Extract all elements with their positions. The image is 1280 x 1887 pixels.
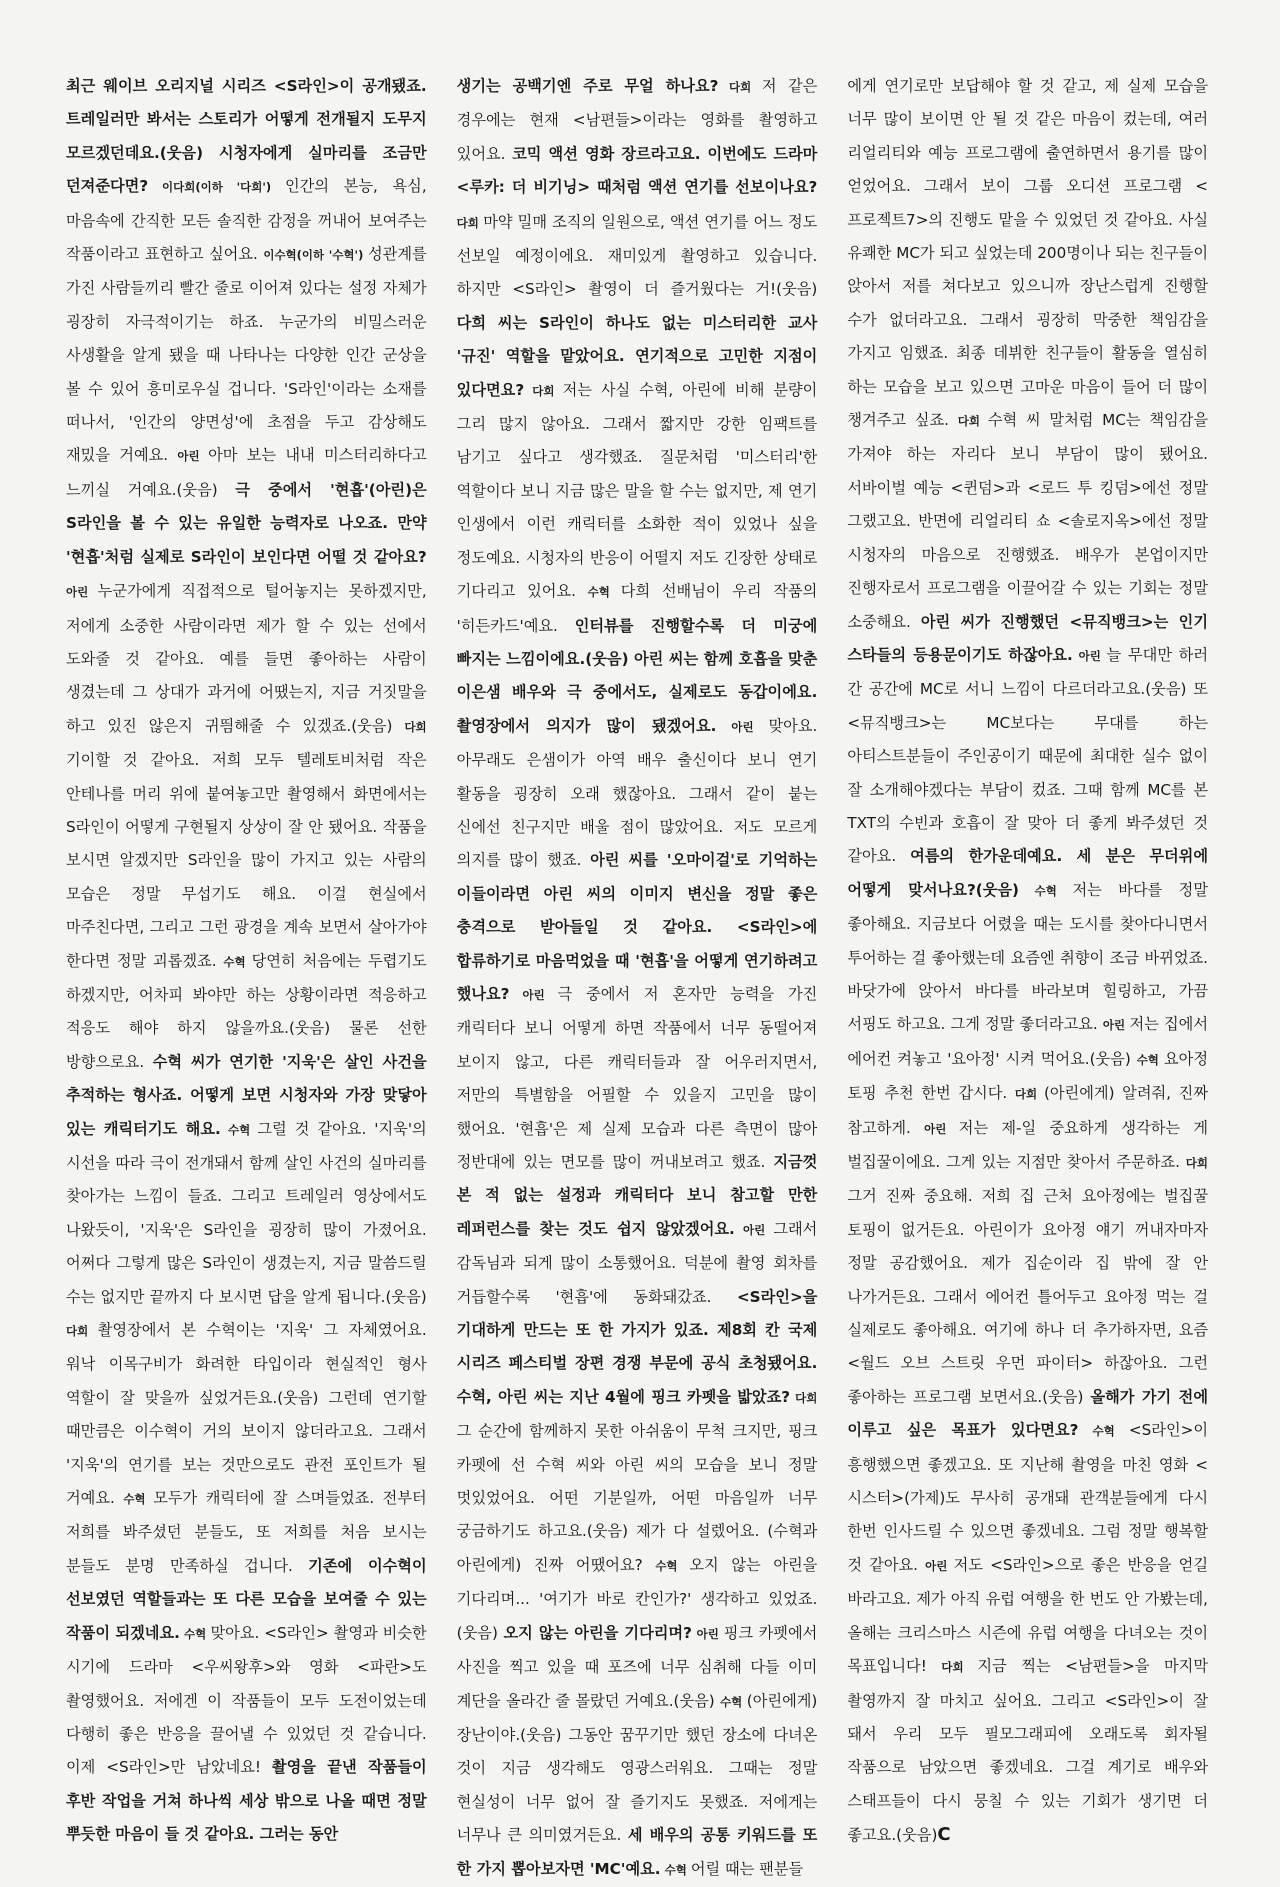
interview-answer: 오지 않는 아린을 기다리며... '여기가 바로 칸인가?' 생각하고 있었죠.(웃음) — [456, 1555, 818, 1642]
interview-question: 세 배우의 공통 키워드를 또 한 가지 뽑아보자면 'MC'예요. — [456, 1826, 818, 1878]
speaker-label: 수혁 — [1136, 1052, 1164, 1067]
interview-answer: 저 같은 경우에는 현재 <남편들>이라는 영화를 촬영하고 있어요. — [456, 77, 818, 163]
speaker-label: 수혁 — [720, 1694, 747, 1709]
speaker-label: 아린 — [1102, 1018, 1130, 1033]
speaker-label: 수혁 — [660, 1862, 691, 1877]
interview-answer: 수혁 씨 말처럼 MC는 책임감을 가져야 하는 자리다 보니 부담이 많이 됐어요. 서바이벌 예능 <퀸덤>과 <로드 투 킹덤>에선 정말 그랬고요. 반면에 리얼리티 쇼 <솔로지옥>에선 정말 시청자의 마음으로 진행했죠. 배우가 본업이지만 진행자로서 프로그램을 이끌어갈 수 있는 기회는 정말 소중해요. — [847, 411, 1209, 631]
interview-answer: 아마 보는 내내 미스터리하다고 느끼실 거예요.(웃음) — [66, 446, 427, 499]
interview-answer: 당연히 처음에는 두렵기도 하겠지만, 어차피 봐야만 하는 상황이라면 적응하고 적응도 해야 하지 않을까요.(웃음) 물론 선한 방향으로요. — [66, 951, 427, 1071]
interview-question: 코믹 액션 영화 장르라고요. 이번에도 드라마 <루카: 더 비기닝> 때처럼 액션 연기를 선보이나요? — [456, 144, 818, 197]
interview-answer: 맞아요. <S라인> 촬영과 비슷한 시기에 드라마 <우씨왕후>와 영화 <파란>도 촬영했어요. 저에겐 이 작품들이 모두 도전이었는데 다행히 좋은 반응을 끌어낼 수 있었던 것 같습니다. 이제 <S라인>만 남았네요! — [66, 1623, 427, 1777]
interview-answer: 지금 찍는 <남편들>을 마지막 촬영까지 잘 마치고 싶어요. 그리고 <S라인>이 잘 돼서 우리 모두 필모그래피에 오래도록 회자될 작품으로 남았으면 좋겠네요. 그걸 계기로 배우와 스태프들이 다시 뭉칠 수 있는 기회가 생기면 더 좋고요.(웃음) — [847, 1657, 1209, 1845]
speaker-label: 다희 — [404, 719, 427, 734]
speaker-label: 다희 — [1185, 1156, 1209, 1170]
speaker-label: 수혁 — [587, 585, 621, 600]
end-mark: C — [937, 1824, 951, 1846]
interview-answer: <S라인>이 흥행했으면 좋겠고요. 또 지난해 촬영을 마친 영화 <시스터>(가제)도 무사히 공개돼 관객분들에게 다시 한번 인사드릴 수 있으면 좋겠네요. 그럼 정말 행복할 것 같아요. — [847, 1421, 1209, 1574]
interview-answer: 모두가 캐릭터에 잘 스며들었죠. 전부터 저희를 봐주셨던 분들도, 또 저희를 처음 보시는 분들도 분명 만족하실 겁니다. — [66, 1489, 427, 1575]
speaker-label: 다희 — [66, 1324, 98, 1339]
interview-question: 여름의 한가운데예요. 세 분은 무더위에 어떻게 맞서나요?(웃음) — [847, 847, 1208, 899]
article-column-1 — [66, 70, 427, 1844]
interview-answer: 다희 선배님이 우리 작품의 '히든카드'예요. — [456, 582, 818, 635]
interview-question: 인터뷰를 진행할수록 더 미궁에 빠지는 느낌이에요.(웃음) 아린 씨는 함께 호흡을 맞춘 이은샘 배우와 극 중에서도, 실제로도 동갑이에요. 촬영장에서 의지가 많이 됐겠어요. — [456, 616, 818, 735]
speaker-label: 이다희(이하 '다희') — [148, 180, 285, 195]
interview-question: 아린 씨가 진행했던 <뮤직뱅크>는 인기 스타들의 등용문이기도 하잖아요. — [847, 612, 1209, 664]
speaker-label: 다희 — [941, 1660, 978, 1675]
interview-question: 기존에 이수혁이 선보였던 역할들과는 또 다른 모습을 보여줄 수 있는 작품이 되겠네요. — [66, 1556, 427, 1642]
speaker-label: 수혁 — [1078, 1424, 1129, 1439]
speaker-label: 수혁 — [655, 1558, 690, 1573]
speaker-label: 다희 — [524, 383, 563, 398]
interview-answer: 인간의 본능, 욕심, 마음속에 간직한 모든 솔직한 감정을 꺼내어 보여주는 작품이라고 표현하고 싶어요. — [66, 177, 427, 264]
interview-answer: 저는 사실 수혁, 아린에 비해 분량이 그리 많지 않아요. 그래서 짧지만 강한 임팩트를 남기고 싶다고 생각했죠. 질문처럼 '미스터리'한 역할이다 보니 지금 많은 말을 할 수는 없지만, 제 연기 인생에서 이런 캐릭터를 소화한 적이 있었나 싶을 정도예요. 시청자의 반응이 어떨지 저도 긴장한 상태로 기다리고 있어요. — [456, 380, 818, 601]
speaker-label: 수혁 — [220, 1122, 258, 1137]
interview-answer: 저는 제-일 중요하게 생각하는 게 벌집꿀이에요. 그게 있는 지점만 찾아서 주문하죠. — [847, 1118, 1209, 1171]
speaker-label: 아린 — [716, 719, 769, 734]
interview-answer: 기이할 것 같아요. 저희 모두 텔레토비처럼 작은 안테나를 머리 위에 붙여놓고만 촬영해서 화면에서는 S라인이 어떻게 구현될지 상상이 잘 안 됐어요. 작품을 보시면 알겠지만 S라인을 많이 가지고 있는 사람의 모습은 정말 무섭기도 해요. 이걸 현실에서 마주친다면, 그리고 그런 광경을 계속 보면서 살아가야 한다면 정말 괴롭겠죠. — [66, 751, 427, 970]
interview-answer: 그거 진짜 중요해. 저희 집 근처 요아정에는 벌집꿀 토핑이 없거든요. 아린이가 요아정 얘기 꺼내자마자 정말 공감했어요. 제가 집순이라 집 밖에 잘 안 나가거든요. 그래서 에어컨 틀어두고 요아정 먹는 걸 실제로도 좋아해요. 여기에 하나 더 추가하자면, 요즘 <월드 오브 스트릿 우먼 파이터> 하잖아요. 그런 좋아하는 프로그램 보면서요.(웃음) — [847, 1187, 1209, 1406]
speaker-label: 다희 — [718, 80, 762, 94]
article-body — [66, 70, 1209, 1878]
interview-answer: 맞아요. 아무래도 은샘이가 아역 배우 출신이다 보니 연기 활동을 굉장히 오래 했잖아요. 그래서 같이 붙는 신에선 친구지만 배울 점이 많았어요. 저도 모르게 의지를 많이 했죠. — [456, 716, 818, 870]
interview-question: 최근 웨이브 오리지널 시리즈 <S라인>이 공개됐죠. 트레일러만 봐서는 스토리가 어떻게 전개될지 도무지 모르겠던데요.(웃음) 시청자에게 실마리를 조금만 던져준다면? — [66, 77, 427, 196]
speaker-label: 아린 — [1072, 648, 1107, 663]
interview-question: 올해가 가기 전에 이루고 싶은 목표가 있다면요? — [847, 1387, 1209, 1440]
interview-answer: 핑크 카펫에서 사진을 찍고 있을 때 포즈에 너무 심취해 다들 이미 계단을 올라간 줄 몰랐던 거예요.(웃음) — [456, 1623, 818, 1710]
speaker-label: 아린 — [66, 585, 98, 600]
article-column-2 — [456, 70, 818, 1878]
interview-answer: 요아정 토핑 추천 한번 갑시다. — [847, 1049, 1209, 1103]
interview-question: 오지 않는 아린을 기다리며? — [503, 1623, 692, 1642]
interview-answer: (아린에게) 알려줘, 진짜 참고하게. — [847, 1084, 1209, 1137]
speaker-label: 아린 — [691, 1626, 724, 1641]
interview-question: 촬영을 끝낸 작품들이 후반 작업을 거쳐 하나씩 세상 밖으로 나올 때면 정말 뿌듯한 마음이 들 것 같아요. 그러는 동안 — [66, 1758, 427, 1844]
interview-answer: 에게 연기로만 보답해야 할 것 같고, 제 실제 모습을 너무 많이 보이면 안 될 것 같은 마음이 컸는데, 여러 리얼리티와 예능 프로그램에 출연하면서 용기를 많이 얻었어요. 그래서 보이 그룹 오디션 프로그램 <프로젝트7>의 진행도 맡을 수 있었던 것 같아요. 사실 유쾌한 MC가 되고 싶었는데 200명이나 되는 친구들이 앉아서 저를 쳐다보고 있으니까 장난스럽게 진행할 수가 없더라고요. 그래서 굉장히 막중한 책임감을 가지고 임했죠. 최종 데뷔한 친구들이 활동을 열심히 하는 모습을 보고 있으면 고마운 마음이 들어 더 많이 챙겨주고 싶죠. — [847, 77, 1209, 430]
interview-answer: 촬영장에서 본 수혁이는 '지욱' 그 자체였어요. 워낙 이목구비가 화려한 타입이라 현실적인 형사 역할이 잘 맞을까 싶었거든요.(웃음) 그런데 연기할 때만큼은 이수혁이 거의 보이지 않더라고요. 그래서 '지욱'의 연기를 보는 것만으로도 관전 포인트가 될 거예요. — [66, 1321, 427, 1508]
interview-question: 아린 씨를 '오마이걸'로 기억하는 이들이라면 아린 씨의 이미지 변신을 정말 좋은 충격으로 받아들일 것 같아요. <S라인>에 합류하기로 마음먹었을 때 '현흡'을 어떻게 연기하려고 했나요? — [456, 851, 818, 1003]
speaker-label: 다희 — [1014, 1087, 1044, 1102]
interview-question: <S라인>을 기대하게 만드는 또 한 가지가 있죠. 제8회 칸 국제 시리즈 페스티벌 장편 경쟁 부문에 공식 초청됐어요. 수혁, 아린 씨는 지난 4월에 핑크 카펫을 밟았죠? — [456, 1287, 818, 1406]
article-column-3 — [847, 70, 1209, 1846]
interview-answer: 어릴 때는 팬분들 — [690, 1859, 804, 1878]
interview-question: 수혁 씨가 연기한 '지욱'은 살인 사건을 추적하는 형사죠. 어떻게 보면 시청자와 가장 맞닿아 있는 캐릭터기도 해요. — [66, 1052, 427, 1138]
interview-answer: 저는 바다를 정말 좋아해요. 지금보다 어렸을 때는 도시를 찾아다니면서 투어하는 걸 좋아했는데 요즘엔 취향이 조금 바뀌었죠. 바닷가에 앉아서 바다를 바라보며 힐링하고, 가끔 서핑도 하고요. 그게 정말 좋더라고요. — [847, 880, 1209, 1034]
interview-answer: 마약 밀매 조직의 일원으로, 액션 연기를 어느 정도 선보일 예정이에요. 재미있게 촬영하고 있습니다. 하지만 <S라인> 촬영이 더 즐거웠다는 거!(웃음) — [456, 212, 818, 299]
interview-question: 다희 씨는 S라인이 하나도 없는 미스터리한 교사 '규진' 역할을 맡았어요. 연기적으로 고민한 지점이 있다면요? — [456, 313, 818, 399]
interview-answer: 저는 집에서 에어컨 켜놓고 '요아정' 시켜 먹어요.(웃음) — [847, 1015, 1208, 1068]
interview-answer: 그 순간에 함께하지 못한 아쉬움이 무척 크지만, 핑크 카펫에 선 수혁 씨와 아린 씨의 모습을 보니 정말 멋있었어요. 어떤 기분일까, 어떤 마음일까 너무 궁금하기도 하고요.(웃음) 제가 다 설렜어요. (수혁과 아린에게) 진짜 어땠어요? — [456, 1422, 818, 1574]
speaker-label: 아린 — [925, 1558, 954, 1573]
interview-answer: 그래서 감독님과 되게 많이 소통했어요. 덕분에 촬영 회차를 거듭할수록 '현흡'에 동화돼갔죠. — [456, 1219, 818, 1306]
speaker-label: 수혁 — [179, 1626, 211, 1641]
interview-answer: 그럴 것 같아요. '지욱'의 시선을 따라 극이 전개돼서 함께 살인 사건의 실마리를 찾아가는 느낌이 들죠. 그리고 트레일러 영상에서도 나왔듯이, '지욱'은 S라인을 굉장히 많이 가졌어요. 어쩌다 그렇게 많은 S라인이 생겼는지, 지금 말씀드릴 수는 없지만 끝까지 다 보시면 답을 알게 됩니다.(웃음) — [66, 1119, 427, 1306]
speaker-label: 아린 — [509, 987, 558, 1002]
interview-question: 생기는 공백기엔 주로 무얼 하나요? — [456, 77, 719, 95]
interview-answer: 성관계를 가진 사람들끼리 빨간 줄로 이어져 있다는 설정 자체가 굉장히 자극적이기는 하죠. 누군가의 비밀스러운 사생활을 알게 됐을 때 나타나는 다양한 인간 군상을 볼 수 있어 흥미로우실 겁니다. 'S라인'이라는 소재를 떠나서, '인간의 양면성'에 초점을 두고 감상해도 재밌을 거예요. — [66, 245, 427, 465]
speaker-label: 수혁 — [123, 1492, 154, 1507]
interview-answer: 누군가에게 직접적으로 털어놓지는 못하겠지만, 저에게 소중한 사람이라면 제가 할 수 있는 선에서 도와줄 것 같아요. 예를 들면 좋아하는 사람이 생겼는데 그 상대가 과거에 어땠는지, 지금 거짓말을 하고 있진 않은지 귀띔해줄 수 있겠죠.(웃음) — [66, 582, 427, 735]
speaker-label: 수혁 — [1018, 883, 1073, 898]
interview-answer: 저도 <S라인>으로 좋은 반응을 얻길 바라고요. 제가 아직 유럽 여행을 한 번도 안 가봤는데, 올해는 크리스마스 시즌에 유럽 여행을 다녀오는 것이 목표입니다! — [847, 1555, 1209, 1676]
speaker-label: 아린 — [177, 449, 209, 464]
speaker-label: 수혁 — [223, 954, 252, 969]
speaker-label: 다희 — [790, 1390, 818, 1405]
interview-question: 극 중에서 '현흡'(아린)은 S라인을 볼 수 있는 유일한 능력자로 나오죠. 만약 '현흡'처럼 실제로 S라인이 보인다면 어떨 것 같아요? — [66, 480, 427, 566]
speaker-label: 이수혁(이하 '수혁') — [263, 248, 368, 263]
interview-answer: (아린에게) 장난이야.(웃음) 그동안 꿈꾸기만 했던 장소에 다녀온 것이 지금 생각해도 영광스러워요. 그때는 정말 현실성이 너무 없어 잘 즐기지도 못했죠. 저에게는 너무나 큰 의미였거든요. — [456, 1691, 818, 1845]
speaker-label: 아린 — [924, 1121, 959, 1136]
interview-answer: 극 중에서 저 혼자만 능력을 가진 캐릭터다 보니 어떻게 하면 작품에서 너무 동떨어져 보이지 않고, 다른 캐릭터들과 잘 어우러지면서, 저만의 특별함을 어필할 수 있을지 고민을 많이 했어요. '현흡'은 제 실제 모습과 다른 측면이 많아 정반대에 있는 면모를 많이 꺼내보려고 했죠. — [456, 984, 818, 1171]
speaker-label: 아린 — [734, 1222, 774, 1237]
speaker-label: 다희 — [957, 414, 988, 429]
interview-question: 지금껏 본 적 없는 설정과 캐릭터다 보니 참고할 만한 레퍼런스를 찾는 것도 쉽지 않았겠어요. — [456, 1153, 818, 1238]
speaker-label: 다희 — [456, 215, 484, 230]
interview-answer: 늘 무대만 하러 간 공간에 MC로 서니 느낌이 다르더라고요.(웃음) 또 <뮤직뱅크>는 MC보다는 무대를 하는 아티스트분들이 주인공이기 때문에 최대한 실수 없이 잘 소개해야겠다는 부담이 컸죠. 그때 함께 MC를 본 TXT의 수빈과 호흡이 잘 맞아 더 좋게 봐주셨던 것 같아요. — [847, 645, 1209, 866]
